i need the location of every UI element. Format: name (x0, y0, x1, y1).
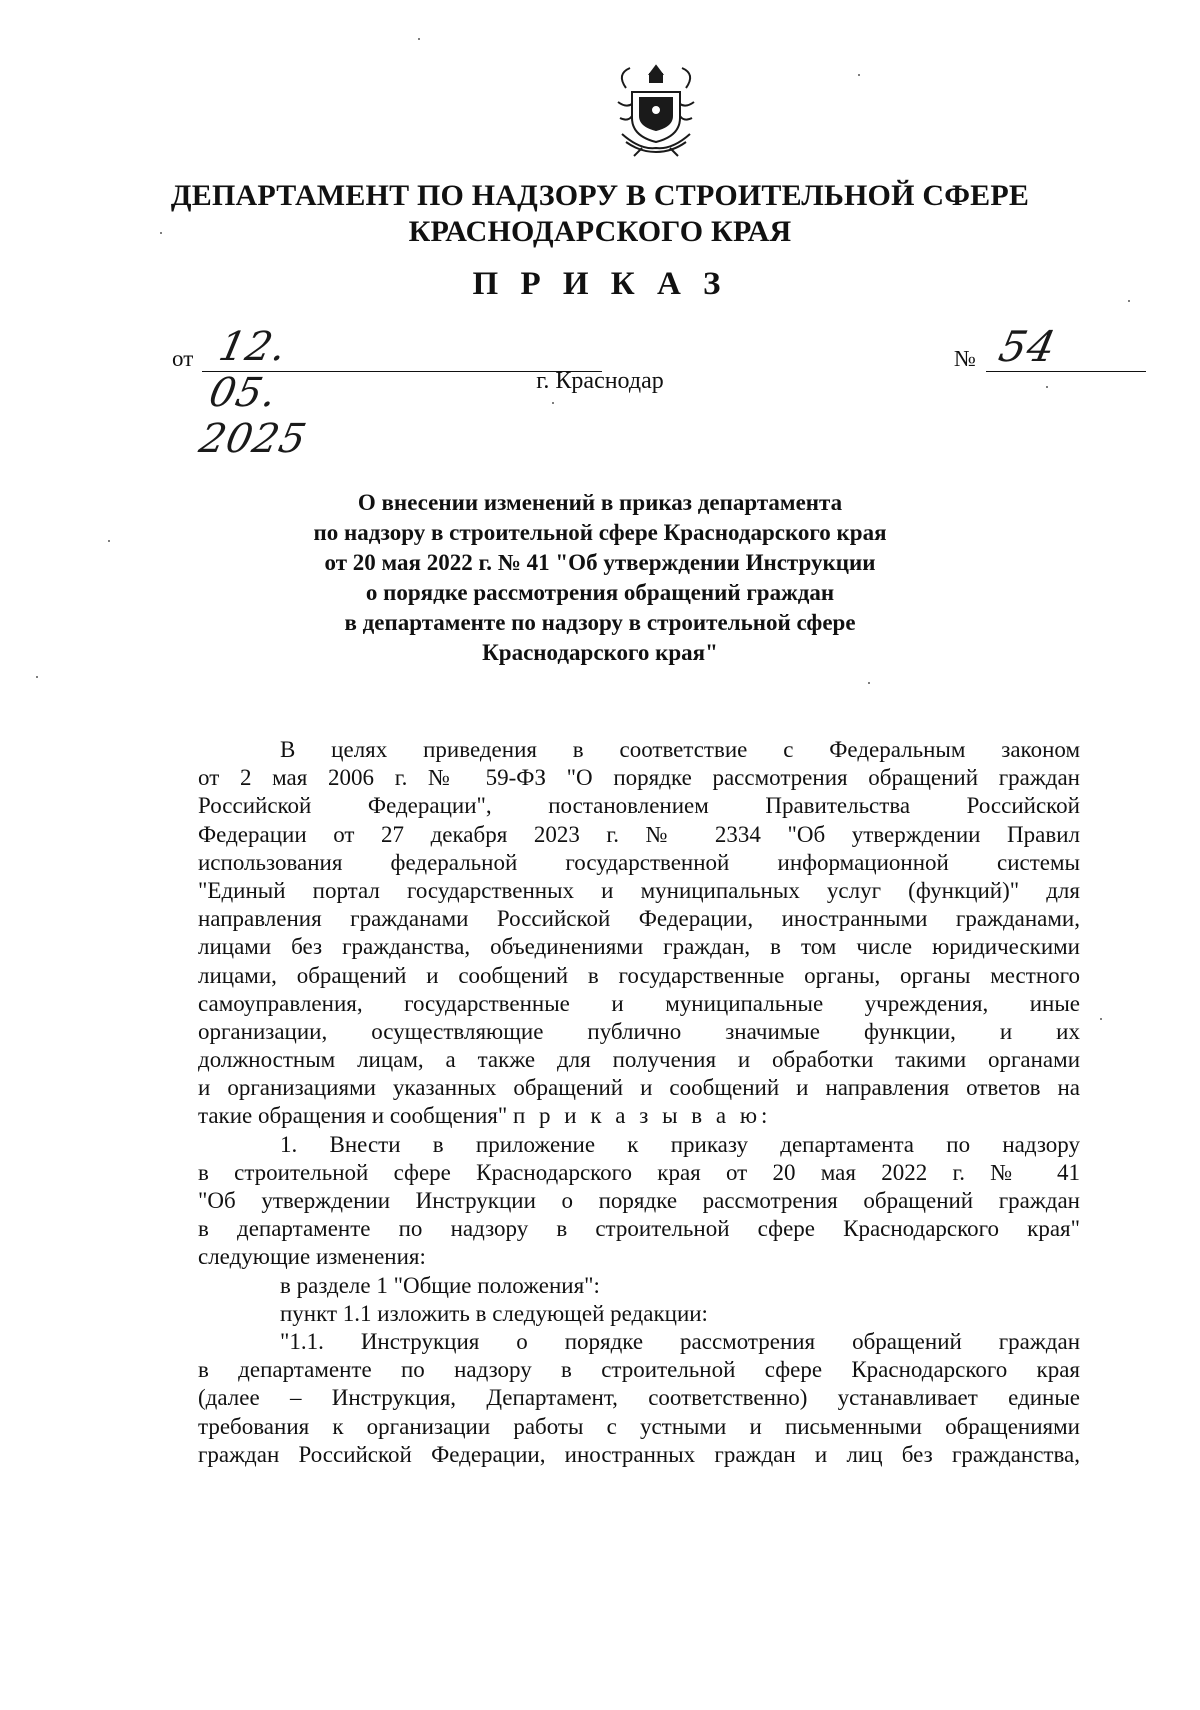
department-name-line1: ДЕПАРТАМЕНТ ПО НАДЗОРУ В СТРОИТЕЛЬНОЙ СФЕРЕ (170, 179, 1030, 212)
heading-line: О внесении изменений в приказ департамента (357, 490, 843, 515)
body-line: лицами, обращений и сообщений в государственные органы, органы местного (198, 962, 1080, 988)
body-line: самоуправления, государственные и муниципальные учреждения, иные (198, 990, 1080, 1016)
body-line: следующие изменения: (198, 1244, 426, 1270)
body-line: пункт 1.1 изложить в следующей редакции: (280, 1300, 708, 1326)
body-line: в департаменте по надзору в строительной сфере Краснодарского края" (198, 1216, 1080, 1242)
body-line-with-order-word (198, 1102, 1080, 1130)
heading-line: Краснодарского края" (482, 640, 718, 665)
body-line: "Единый портал государственных и муниципальных услуг (функций)" для (198, 877, 1080, 903)
coat-of-arms-emblem (612, 62, 700, 158)
body-line: "1.1. Инструкция о порядке рассмотрения обращений граждан (280, 1328, 1080, 1354)
body-line: (далее – Инструкция, Департамент, соответственно) устанавливает единые (198, 1385, 1080, 1411)
heading-line: от 20 мая 2022 г. № 41 "Об утверждении Инструкции (324, 550, 876, 575)
body-line-text: такие обращения и сообщения" (198, 1103, 508, 1129)
order-body (198, 736, 1080, 1469)
body-line: организации, осуществляющие публично значимые функции, и их (198, 1018, 1080, 1044)
handwritten-date: 12. 05. 2025 (195, 324, 311, 462)
heading-line: по надзору в строительной сфере Краснодарского края (313, 520, 887, 545)
body-line: лицами без гражданства, объединениями граждан, в том числе юридическими (198, 934, 1080, 960)
body-line: Российской Федерации", постановлением Правительства Российской (198, 793, 1080, 819)
date-prefix: от (172, 346, 194, 371)
body-line: от 2 мая 2006 г. № 59-ФЗ "О порядке рассмотрения обращений граждан (198, 765, 1080, 791)
number-prefix: № (954, 346, 976, 371)
body-line: в строительной сфере Краснодарского края от 20 мая 2022 г. № 41 (198, 1159, 1080, 1185)
number-underline (986, 371, 1146, 372)
department-name-line2: КРАСНОДАРСКОГО КРАЯ (408, 215, 792, 248)
body-line: в разделе 1 "Общие положения": (280, 1272, 600, 1298)
body-line: Федерации от 27 декабря 2023 г. № 2334 "Об утверждении Правил (198, 821, 1080, 847)
city-name: г. Краснодар (536, 368, 664, 394)
order-word: п р и к а з ы в а ю: (512, 1103, 772, 1129)
body-line: направления гражданами Российской Федерации, иностранными гражданами, (198, 906, 1080, 932)
body-line: граждан Российской Федерации, иностранных граждан и лиц без гражданства, (198, 1441, 1080, 1467)
handwritten-number: 54 (994, 322, 1061, 371)
order-heading (240, 488, 960, 668)
body-line: 1. Внести в приложение к приказу департамента по надзору (280, 1131, 1080, 1157)
body-line: использования федеральной государственной информационной системы (198, 849, 1080, 875)
body-line: в департаменте по надзору в строительной сфере Краснодарского края (198, 1357, 1080, 1383)
body-line: В целях приведения в соответствие с Федеральным законом (280, 737, 1080, 762)
heading-line: в департаменте по надзору в строительной сфере (344, 610, 856, 635)
heading-line: о порядке рассмотрения обращений граждан (365, 580, 835, 605)
body-line: требования к организации работы с устными и письменными обращениями (198, 1413, 1080, 1439)
body-line: должностным лицам, а также для получения и обработки такими органами (198, 1047, 1080, 1073)
order-title: П Р И К А З (472, 266, 728, 302)
body-line: и организациями указанных обращений и сообщений и направления ответов на (198, 1075, 1080, 1101)
body-line: "Об утверждении Инструкции о порядке рассмотрения обращений граждан (198, 1188, 1080, 1213)
